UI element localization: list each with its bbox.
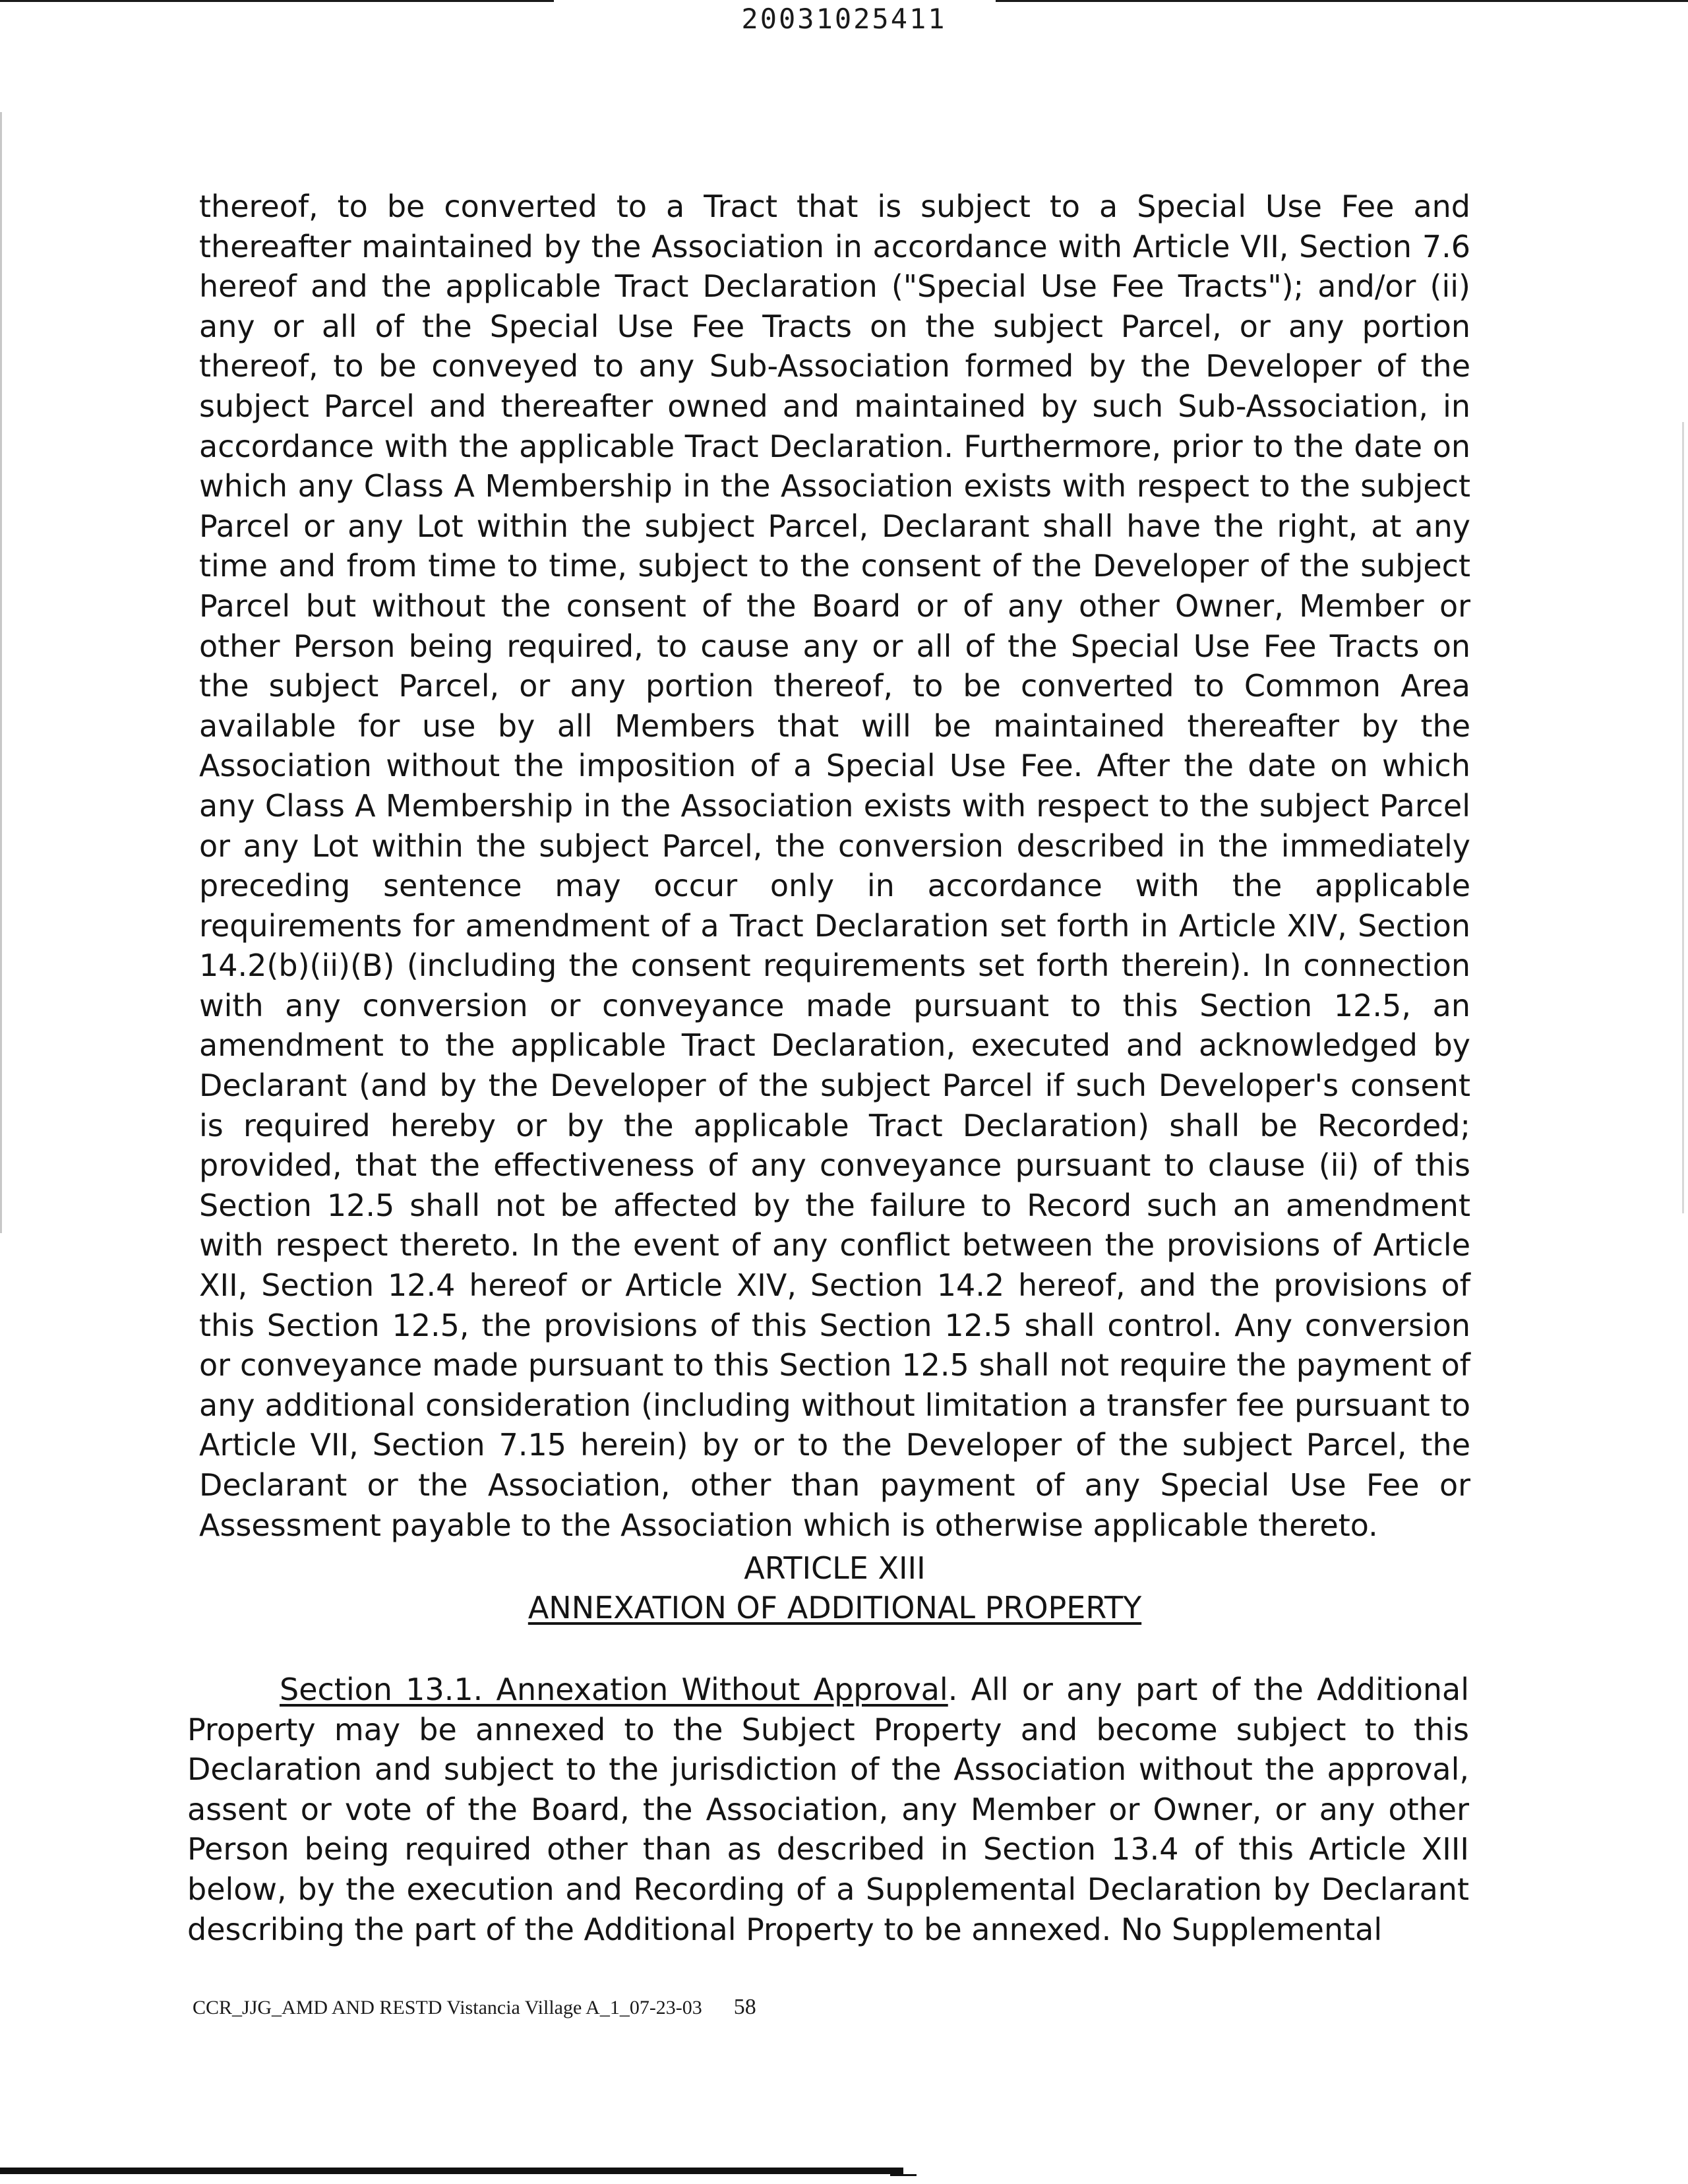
section-paragraph (187, 1670, 1469, 1949)
scan-edge-top-right (996, 0, 1688, 2)
scan-edge-left (0, 112, 2, 1233)
section-body: . All or any part of the Additional Property may be annexed to the Subject Property and become subject to this Declaration and subject to the jurisdiction of the Association without the approval, assent or vote of the Board, the Association, any Member or Owner, or any other Person being required other than as described in Section 13.4 of this Article XIII below, by the execution and Recording of a Supplemental Declaration by Declarant describing the part of the Additional Property to be annexed. No Supplemental (187, 1672, 1469, 1947)
body-paragraph: thereof, to be converted to a Tract that is subject to a Special Use Fee and thereafter maintained by the Association in accordance with Article VII, Section 7.6 hereof and the applicable Tract Declaration ("Special Use Fee Tracts"); and/or (ii) any or all of the Special Use Fee Tracts on the subject Parcel, or any portion thereof, to be conveyed to any Sub-Association formed by the Developer of the subject Parcel and thereafter owned and maintained by such Sub-Association, in accordance with the applicable Tract Declaration. Furthermore, prior to the date on which any Class A Membership in the Association exists with respect to the subject Parcel or any Lot within the subject Parcel, Declarant shall have the right, at any time and from time to time, subject to the consent of the Developer of the subject Parcel but without the consent of the Board or of any other Owner, Member or other Person being required, to cause any or all of the Special Use Fee Tracts on the subject Parcel, or any portion thereof, to be converted to Common Area available for use by all Members that will be maintained thereafter by the Association without the imposition of a Special Use Fee. After the date on which any Class A Membership in the Association exists with respect to the subject Parcel or any Lot within the subject Parcel, the conversion described in the immediately preceding sentence may occur only in accordance with the applicable requirements for amendment of a Tract Declaration set forth in Article XIV, Section 14.2(b)(ii)(B) (including the consent requirements set forth therein). In connection with any conversion or conveyance made pursuant to this Section 12.5, an amendment to the applicable Tract Declaration, executed and acknowledged by Declarant (and by the Developer of the subject Parcel if such Developer's consent is required hereby or by the applicable Tract Declaration) shall be Recorded; provided, that the effectiveness of any conveyance pursuant to clause (ii) of this Section 12.5 shall not be affected by the failure to Record such an amendment with respect thereto. In the event of any conflict between the provisions of Article XII, Section 12.4 hereof or Article XIV, Section 14.2 hereof, and the provisions of this Section 12.5, the provisions of this Section 12.5 shall control. Any conversion or conveyance made pursuant to this Section 12.5 shall not require the payment of any additional consideration (including without limitation a transfer fee pursuant to Article VII, Section 7.15 herein) by or to the Developer of the subject Parcel, the Declarant or the Association, other than payment of any Special Use Fee or Assessment payable to the Association which is otherwise applicable thereto. (199, 189, 1470, 1543)
article-number: ARTICLE XIII (744, 1550, 926, 1586)
scan-edge-bottom (0, 2168, 903, 2174)
recording-number: 20031025411 (741, 3, 947, 35)
section-heading: Section 13.1. Annexation Without Approval (280, 1672, 948, 1707)
article-heading (199, 1548, 1470, 1627)
page-number: 58 (733, 1995, 756, 2019)
page-footer (193, 1995, 756, 2020)
scan-edge-bottom-dash (890, 2174, 917, 2176)
scan-edge-top (0, 0, 554, 2)
footer-file-name: CCR_JJG_AMD AND RESTD Vistancia Village A_1_07-23-03 (193, 1997, 702, 2018)
scan-edge-right (1682, 422, 1684, 1213)
article-title: ANNEXATION OF ADDITIONAL PROPERTY (528, 1590, 1142, 1625)
